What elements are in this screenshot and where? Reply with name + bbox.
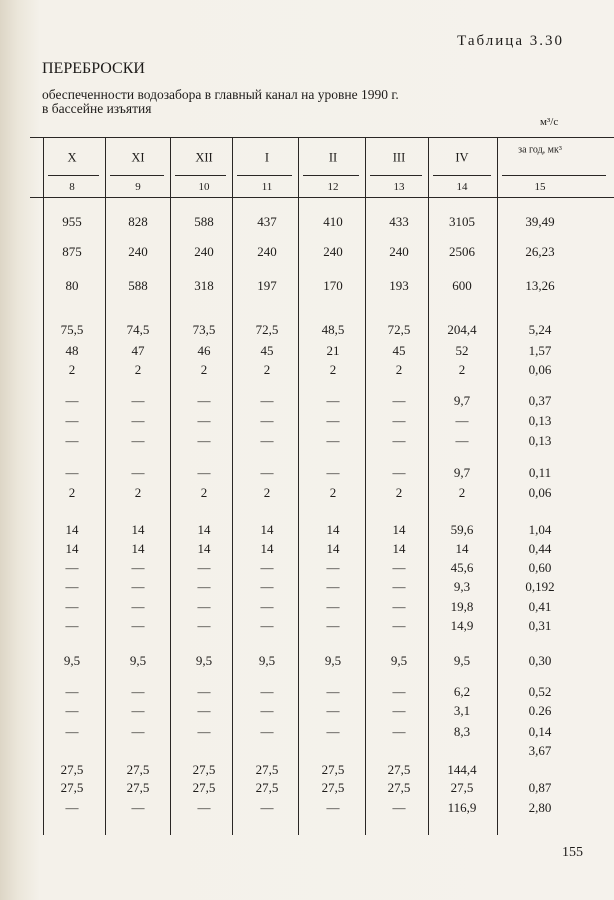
table-cell: —	[197, 465, 211, 480]
table-cell: —	[392, 724, 406, 739]
column-header: X	[67, 150, 77, 165]
header-sub-rule	[237, 175, 292, 176]
table-cell: 116,9	[447, 800, 477, 815]
table-cell: —	[455, 413, 469, 428]
table-cell: 0,52	[528, 684, 552, 699]
table-cell: 48	[65, 343, 79, 358]
table-cell: 14	[131, 541, 145, 556]
table-cell: 27,5	[450, 780, 474, 795]
table-cell: 2	[458, 362, 466, 377]
column-divider	[497, 138, 498, 835]
column-number: 11	[261, 181, 273, 193]
table-cell: —	[260, 599, 274, 614]
table-cell: 21	[326, 343, 340, 358]
column-number: 15	[534, 181, 546, 193]
table-cell: —	[65, 560, 79, 575]
table-cell: —	[392, 618, 406, 633]
table-cell: 240	[389, 244, 409, 259]
column-number: 10	[198, 181, 210, 193]
table-cell: 27,5	[387, 780, 411, 795]
header-bottom-rule	[30, 197, 614, 198]
table-cell: —	[326, 433, 340, 448]
table-cell: 14	[326, 522, 340, 537]
table-cell: —	[197, 684, 211, 699]
column-divider	[298, 138, 299, 835]
column-divider	[232, 138, 233, 835]
table-cell: 9,5	[129, 653, 147, 668]
table-cell: 14	[455, 541, 469, 556]
table-cell: 80	[65, 278, 79, 293]
table-cell: —	[326, 724, 340, 739]
table-cell: —	[392, 703, 406, 718]
table-cell: 59,6	[450, 522, 474, 537]
table-heading: ПЕРЕБРОСКИ	[42, 60, 145, 77]
table-cell: —	[326, 703, 340, 718]
table-cell: 2	[68, 362, 76, 377]
table-cell: —	[65, 433, 79, 448]
table-cell: 26,23	[525, 244, 555, 259]
table-cell: 600	[452, 278, 472, 293]
table-cell: —	[326, 579, 340, 594]
column-number: 12	[327, 181, 339, 193]
table-cell: —	[260, 433, 274, 448]
table-cell: 193	[389, 278, 409, 293]
table-cell: —	[131, 433, 145, 448]
table-cell: 2506	[449, 244, 475, 259]
table-cell: 13,26	[525, 278, 555, 293]
table-cell: 27,5	[192, 762, 216, 777]
table-cell: 46	[197, 343, 211, 358]
table-cell: 6,2	[453, 684, 471, 699]
table-cell: 2	[458, 485, 466, 500]
table-cell: 3105	[449, 214, 475, 229]
table-cell: 14	[260, 541, 274, 556]
table-cell: 72,5	[387, 322, 411, 337]
table-cell: —	[260, 579, 274, 594]
table-cell: —	[197, 560, 211, 575]
table-cell: 27,5	[126, 762, 150, 777]
table-cell: —	[260, 703, 274, 718]
table-cell: 828	[128, 214, 148, 229]
table-cell: 14	[65, 522, 79, 537]
table-cell: 2	[200, 362, 208, 377]
table-cell: —	[326, 684, 340, 699]
table-cell: —	[65, 800, 79, 815]
table-cell: —	[326, 465, 340, 480]
table-cell: 2	[329, 362, 337, 377]
table-cell: 2,80	[528, 800, 552, 815]
table-cell: —	[65, 393, 79, 408]
table-cell: 0,37	[528, 393, 552, 408]
table-cell: —	[65, 684, 79, 699]
table-cell: —	[131, 618, 145, 633]
table-cell: 0,06	[528, 362, 552, 377]
table-cell: —	[392, 599, 406, 614]
table-cell: 27,5	[321, 762, 345, 777]
table-cell: 27,5	[387, 762, 411, 777]
table-cell: 2	[329, 485, 337, 500]
table-cell: 240	[194, 244, 214, 259]
table-cell: —	[260, 393, 274, 408]
table-cell: 3,1	[453, 703, 471, 718]
table-cell: 240	[323, 244, 343, 259]
table-cell: —	[392, 579, 406, 594]
column-header: IV	[455, 150, 469, 165]
table-cell: 318	[194, 278, 214, 293]
table-cell: —	[392, 465, 406, 480]
table-cell: 9,3	[453, 579, 471, 594]
table-cell: 0,11	[528, 465, 552, 480]
table-cell: 0,06	[528, 485, 552, 500]
table-cell: —	[131, 599, 145, 614]
table-cell: 2	[263, 485, 271, 500]
table-cell: 9,5	[453, 653, 471, 668]
table-cell: 0,41	[528, 599, 552, 614]
table-top-rule	[30, 137, 614, 138]
table-cell: 14	[131, 522, 145, 537]
table-cell: 14	[260, 522, 274, 537]
column-header: II	[328, 150, 338, 165]
table-cell: 2	[200, 485, 208, 500]
table-subtitle-line-2: в бассейне изъятия	[42, 101, 152, 116]
table-cell: 433	[389, 214, 409, 229]
table-cell: —	[326, 618, 340, 633]
column-divider	[170, 138, 171, 835]
table-cell: —	[392, 413, 406, 428]
table-cell: —	[197, 618, 211, 633]
table-cell: 45,6	[450, 560, 474, 575]
table-cell: —	[260, 413, 274, 428]
table-cell: 27,5	[321, 780, 345, 795]
table-cell: 9,7	[453, 465, 471, 480]
header-sub-rule	[370, 175, 422, 176]
table-cell: —	[260, 684, 274, 699]
table-cell: 8,3	[453, 724, 471, 739]
table-cell: 0,30	[528, 653, 552, 668]
table-cell: —	[131, 703, 145, 718]
table-cell: 2	[263, 362, 271, 377]
column-header: I	[264, 150, 270, 165]
table-cell: 45	[260, 343, 274, 358]
table-cell: —	[65, 579, 79, 594]
table-cell: —	[131, 393, 145, 408]
column-divider	[105, 138, 106, 835]
table-cell: 955	[62, 214, 82, 229]
table-cell: 410	[323, 214, 343, 229]
table-cell: —	[326, 599, 340, 614]
table-cell: 14	[65, 541, 79, 556]
column-number: 13	[393, 181, 405, 193]
table-cell: 144,4	[447, 762, 477, 777]
table-cell: —	[197, 724, 211, 739]
table-cell: —	[131, 413, 145, 428]
table-cell: 2	[68, 485, 76, 500]
table-cell: —	[197, 703, 211, 718]
column-header: XI	[131, 150, 145, 165]
units-label: м³/с	[540, 116, 559, 128]
table-cell: —	[260, 465, 274, 480]
table-cell: 52	[455, 343, 469, 358]
header-sub-rule	[48, 175, 99, 176]
table-cell: —	[392, 393, 406, 408]
table-cell: —	[65, 703, 79, 718]
table-cell: —	[131, 579, 145, 594]
column-number: 14	[456, 181, 468, 193]
table-cell: 27,5	[126, 780, 150, 795]
table-cell: —	[197, 800, 211, 815]
table-cell: —	[65, 413, 79, 428]
table-cell: 437	[257, 214, 277, 229]
table-cell: 27,5	[60, 780, 84, 795]
table-cell: —	[197, 599, 211, 614]
column-header: XII	[195, 150, 213, 165]
table-cell: 14	[197, 541, 211, 556]
table-cell: 3,67	[528, 743, 552, 758]
column-divider	[365, 138, 366, 835]
table-cell: 5,24	[528, 322, 552, 337]
table-cell: 0,14	[528, 724, 552, 739]
table-cell: 48,5	[321, 322, 345, 337]
table-cell: —	[197, 433, 211, 448]
table-cell: 240	[257, 244, 277, 259]
table-cell: —	[197, 413, 211, 428]
table-cell: 27,5	[60, 762, 84, 777]
table-subtitle-line-1: обеспеченности водозабора в главный канал на уровне 1990 г.	[42, 87, 399, 102]
table-cell: 73,5	[192, 322, 216, 337]
table-cell: —	[260, 560, 274, 575]
table-cell: 588	[128, 278, 148, 293]
table-cell: 2	[395, 485, 403, 500]
table-cell: —	[326, 800, 340, 815]
header-sub-rule	[110, 175, 164, 176]
table-cell: 72,5	[255, 322, 279, 337]
table-cell: 588	[194, 214, 214, 229]
table-cell: 170	[323, 278, 343, 293]
header-sub-rule	[433, 175, 491, 176]
table-cell: 45	[392, 343, 406, 358]
table-cell: 9,5	[63, 653, 81, 668]
column-divider	[428, 138, 429, 835]
table-cell: 0,87	[528, 780, 552, 795]
column-divider	[43, 138, 44, 835]
table-cell: 74,5	[126, 322, 150, 337]
table-cell: 2	[395, 362, 403, 377]
table-cell: 0,31	[528, 618, 552, 633]
table-cell: —	[260, 800, 274, 815]
table-cell: 0,192	[525, 579, 555, 594]
table-cell: —	[260, 724, 274, 739]
table-cell: 2	[134, 362, 142, 377]
table-cell: 39,49	[525, 214, 555, 229]
table-cell: 0,44	[528, 541, 552, 556]
table-cell: —	[392, 684, 406, 699]
header-sub-rule	[502, 175, 606, 176]
table-cell: 27,5	[255, 762, 279, 777]
column-number: 9	[135, 181, 141, 193]
table-cell: —	[392, 433, 406, 448]
table-cell: —	[131, 800, 145, 815]
table-cell: —	[392, 800, 406, 815]
table-cell: 0,13	[528, 413, 552, 428]
table-cell: 14	[392, 541, 406, 556]
table-cell: 14	[197, 522, 211, 537]
table-cell: —	[131, 684, 145, 699]
table-cell: 0,60	[528, 560, 552, 575]
table-cell: 875	[62, 244, 82, 259]
page-number: 155	[562, 845, 583, 860]
table-cell: —	[197, 393, 211, 408]
table-cell: 47	[131, 343, 145, 358]
table-cell: 204,4	[447, 322, 477, 337]
table-cell: 19,8	[450, 599, 474, 614]
table-cell: —	[65, 618, 79, 633]
table-cell: —	[326, 560, 340, 575]
table-cell: 0,13	[528, 433, 552, 448]
table-cell: 240	[128, 244, 148, 259]
table-cell: 9,5	[390, 653, 408, 668]
table-cell: 9,5	[324, 653, 342, 668]
table-cell: 14,9	[450, 618, 474, 633]
table-cell: 2	[134, 485, 142, 500]
table-cell: 1,04	[528, 522, 552, 537]
table-cell: —	[392, 560, 406, 575]
table-cell: —	[455, 433, 469, 448]
table-cell: —	[326, 393, 340, 408]
column-header: III	[392, 150, 406, 165]
table-cell: 14	[392, 522, 406, 537]
column-header: за год, мк³	[518, 144, 562, 156]
header-sub-rule	[175, 175, 226, 176]
table-cell: 9,7	[453, 393, 471, 408]
header-sub-rule	[303, 175, 359, 176]
table-cell: 27,5	[255, 780, 279, 795]
column-number: 8	[69, 181, 75, 193]
table-cell: 27,5	[192, 780, 216, 795]
table-cell: —	[131, 724, 145, 739]
table-cell: 197	[257, 278, 277, 293]
table-cell: —	[326, 413, 340, 428]
table-cell: —	[65, 465, 79, 480]
table-cell: —	[65, 599, 79, 614]
table-cell: 1,57	[528, 343, 552, 358]
table-cell: 9,5	[195, 653, 213, 668]
table-cell: 9,5	[258, 653, 276, 668]
table-label: Таблица 3.30	[457, 33, 564, 49]
table-cell: —	[131, 560, 145, 575]
table-cell: —	[65, 724, 79, 739]
table-cell: 14	[326, 541, 340, 556]
table-cell: —	[197, 579, 211, 594]
table-cell: —	[131, 465, 145, 480]
table-cell: 0.26	[528, 703, 552, 718]
table-cell: —	[260, 618, 274, 633]
table-cell: 75,5	[60, 322, 84, 337]
